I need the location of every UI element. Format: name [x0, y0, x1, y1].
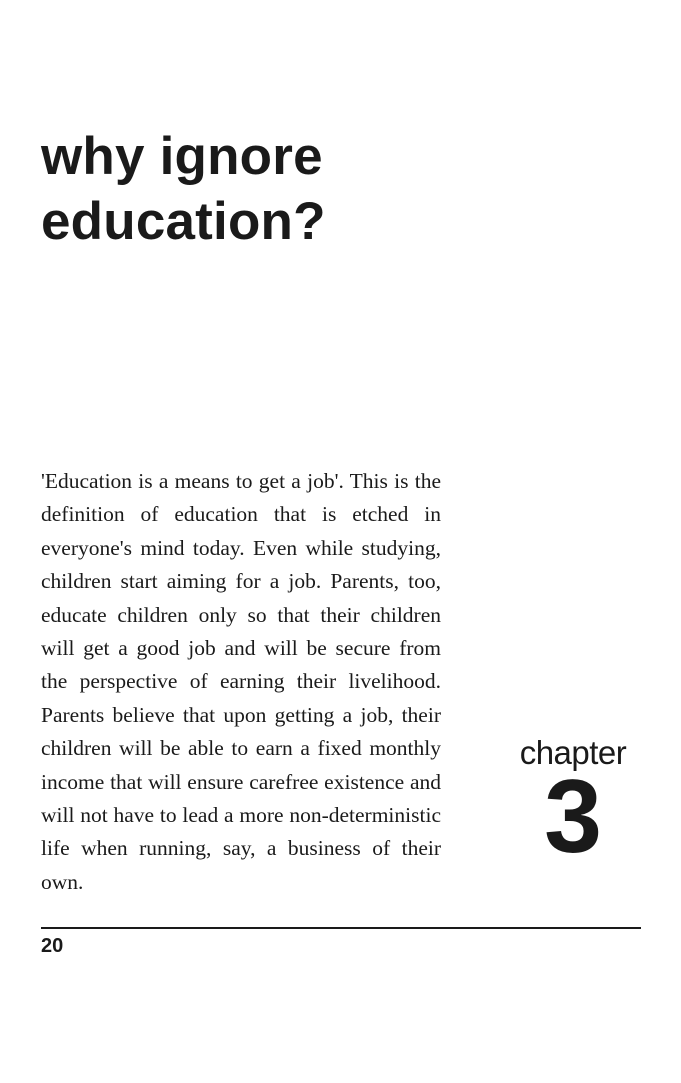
chapter-label: chapter [519, 734, 627, 771]
footer-divider [41, 927, 641, 929]
page-number: 20 [41, 935, 64, 957]
chapter-title [41, 124, 461, 254]
chapter-marker [505, 733, 641, 875]
chapter-title-line-2: education? [41, 192, 326, 251]
chapter-number: 3 [544, 759, 602, 875]
chapter-title-line-1: why ignore [41, 127, 323, 186]
body-paragraph: 'Education is a means to get a job'. This is the definition of education that is etched in everyone's mind today. Even while studying, children start aiming for a job. Parents, too, educate children only so that their children will get a good job and will be secure from the perspective of earning their livelihood. Parents believe that upon getting a job, their children will be able to earn a fixed monthly income that will ensure carefree existence and will not have to lead a more non-deterministic life when running, say, a business of their own. [41, 469, 441, 894]
